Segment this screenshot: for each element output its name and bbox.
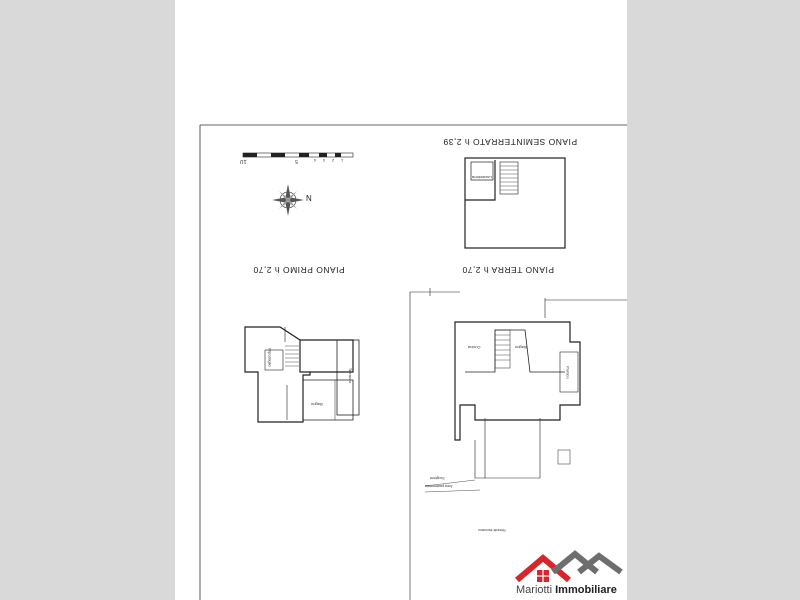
room-label-resede: Resede esclusivo <box>478 528 506 532</box>
room-label-lavanderia: Lavanderia <box>472 175 492 180</box>
compass-north-label: N <box>306 193 312 202</box>
scale-label-3: 3 <box>323 158 326 163</box>
first-floor-plan <box>245 327 359 422</box>
scale-label-4: 4 <box>314 158 317 163</box>
logo-name-part1: Mariotti <box>516 584 556 596</box>
first-floor-label: PIANO PRIMO h 2,70 <box>253 265 345 275</box>
basement-plan <box>465 158 565 248</box>
logo-wordmark <box>516 584 617 596</box>
room-label-portico: Portico <box>565 366 571 379</box>
compass-rose-icon <box>272 184 304 216</box>
floor-plan-sheet <box>175 0 627 600</box>
scale-label-1: 1 <box>341 158 344 163</box>
room-label-bagno-ground: Bagno <box>515 345 527 350</box>
room-label-ripostiglio: Ripostiglio <box>267 348 273 367</box>
room-label-terrazzo: Terrazzo <box>348 367 354 384</box>
scale-bar <box>243 153 353 157</box>
scale-label-2: 2 <box>332 158 335 163</box>
room-label-scogliera: Scogliera <box>430 476 445 480</box>
room-label-area-pavimentata: Area pavimentata <box>425 484 453 488</box>
room-label-bagno-first: Bagno <box>311 402 323 407</box>
room-label-cucina: Cucina <box>468 345 481 350</box>
logo-name-part2: Immobiliare <box>555 584 617 596</box>
floor-plan-drawing <box>175 0 627 600</box>
scale-label-10: 10 <box>240 158 247 164</box>
ground-floor-label: PIANO TERRA h 2,70 <box>462 265 554 275</box>
basement-label: PIANO SEMINTERRATO h 2,39 <box>443 137 578 147</box>
scale-label-5: 5 <box>295 158 298 164</box>
